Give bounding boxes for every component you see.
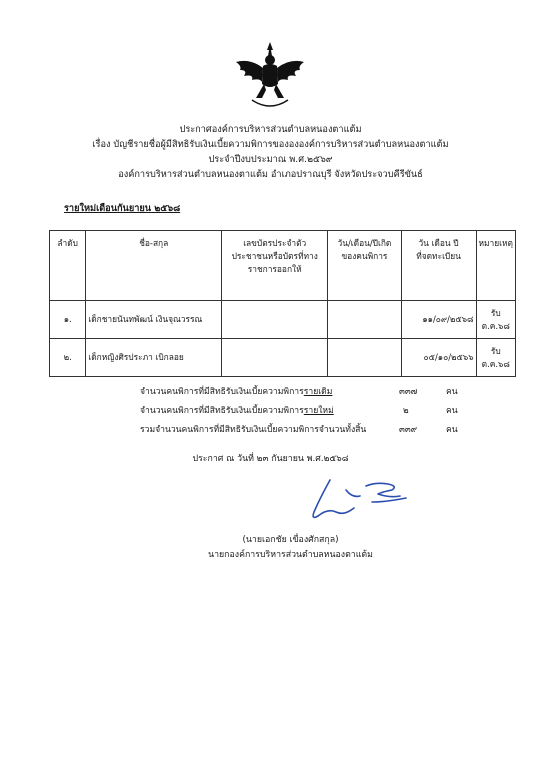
row-no: ๑. <box>50 301 86 339</box>
disability-registry-table <box>49 230 516 377</box>
row-reg-date: ๑๑/๐๙/๒๕๖๘ <box>401 301 476 339</box>
col-header-note: หมายเหตุ <box>476 231 515 301</box>
col-header-id: เลขบัตรประจำตัว ประชาชนหรือบัตรที่ทาง ราชการออกให้ <box>222 231 328 301</box>
summary-unit: คน <box>446 425 458 435</box>
col-header-dob: วัน/เดือน/ปีเกิด ของคนพิการ <box>328 231 401 301</box>
col-header-no: ลำดับ <box>50 231 86 301</box>
summary-existing-keyword: รายเดิม <box>303 387 333 397</box>
summary-existing-label: จำนวนคนพิการที่มีสิทธิรับเงินเบี้ยความพิการรายเดิม <box>140 387 333 397</box>
table-row <box>50 301 516 339</box>
summary-new-label: จำนวนคนพิการที่มีสิทธิรับเงินเบี้ยความพิการรายใหม่ <box>140 406 334 416</box>
summary-unit: คน <box>446 406 458 416</box>
summary-total-value: ๓๓๙ <box>399 425 418 435</box>
row-reg-date: ๐๕/๑๐/๒๕๖๖ <box>401 339 476 377</box>
row-note: รับ ต.ค.๖๘ <box>476 301 515 339</box>
subject-line: เรื่อง บัญชีรายชื่อผู้มีสิทธิรับเงินเบี้ยความพิการของององค์การบริหารส่วนตำบลหนองตาแต้ม <box>92 139 449 150</box>
garuda-emblem <box>232 40 308 112</box>
summary-new-value: ๒ <box>403 406 409 416</box>
summary-unit: คน <box>446 387 458 397</box>
table-header-row <box>50 231 516 301</box>
col-header-reg-date: วัน เดือน ปี ที่จดทะเบียน <box>401 231 476 301</box>
row-note: รับ ต.ค.๖๘ <box>476 339 515 377</box>
row-no: ๒. <box>50 339 86 377</box>
row-id <box>222 339 328 377</box>
org-title: ประกาศองค์การบริหารส่วนตำบลหนองตาแต้ม <box>179 124 362 135</box>
signatory-name: (นายเอกชัย เขื่องศักสกุล) <box>242 535 339 545</box>
summary-existing-value: ๓๓๗ <box>399 387 418 397</box>
col-header-name: ชื่อ-สกุล <box>86 231 222 301</box>
fiscal-year: ประจำปีงบประมาณ พ.ศ.๒๕๖๙ <box>208 154 333 165</box>
row-name: เด็กหญิงศิรประภา เบิกลอย <box>86 339 222 377</box>
summary-total-label: รวมจำนวนคนพิการที่มีสิทธิรับเงินเบี้ยความพิการจำนวนทั้งสิ้น <box>140 425 367 435</box>
row-dob <box>328 339 401 377</box>
signatory-title: นายกองค์การบริหารส่วนตำบลหนองตาแต้ม <box>208 550 373 560</box>
handwritten-signature <box>302 468 414 530</box>
announcement-date: ประกาศ ณ วันที่ ๒๓ กันยายน พ.ศ.๒๕๖๘ <box>192 454 349 464</box>
org-location: องค์การบริหารส่วนตำบลหนองตาแต้ม อำเภอปราณบุรี จังหวัดประจวบคีรีขันธ์ <box>118 169 423 180</box>
row-id <box>222 301 328 339</box>
summary-new-keyword: รายใหม่ <box>303 406 334 416</box>
row-name: เด็กชายนันทพัฒน์ เงินจุณวรรณ <box>86 301 222 339</box>
row-dob <box>328 301 401 339</box>
table-row <box>50 339 516 377</box>
section-subheading: รายใหม่เดือนกันยายน ๒๕๖๘ <box>64 203 181 214</box>
